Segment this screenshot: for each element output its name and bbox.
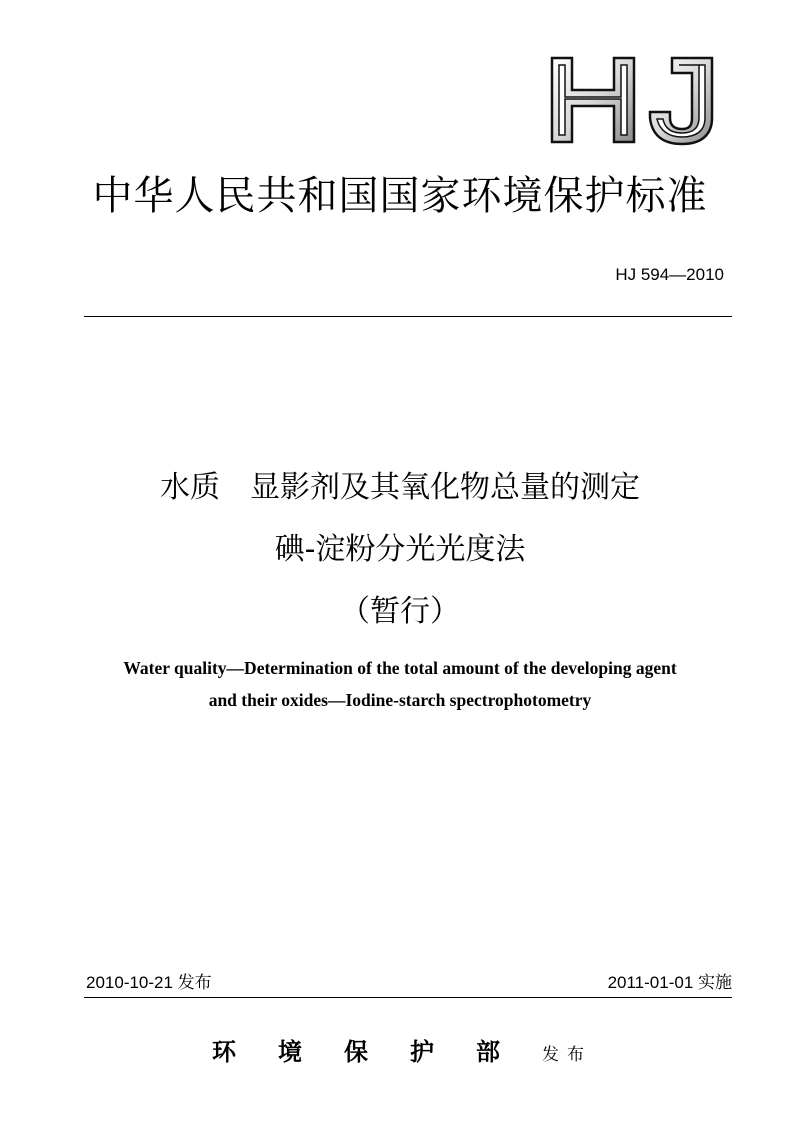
- issuer-line: [212, 1036, 592, 1071]
- top-divider: [84, 316, 732, 317]
- title-cn-line-3: （暂行）: [340, 594, 460, 629]
- hj-logo: [548, 56, 718, 148]
- title-en-line-1: Water quality—Determination of the total amount of the developing agent: [123, 658, 677, 678]
- bottom-divider: [84, 997, 732, 998]
- title-cn-line-2: 碘-淀粉分光光度法: [274, 532, 526, 567]
- issuer-name: 环境保护部: [212, 1038, 542, 1066]
- hj-logo-graphic: [548, 56, 718, 148]
- issue-date: 2010-10-21 发布: [86, 973, 212, 992]
- title-en-line-2: and their oxides—Iodine-starch spectrophotometry: [208, 690, 592, 710]
- standard-number: HJ 594—2010: [615, 265, 724, 284]
- title-cn-line-1: 水质 显影剂及其氧化物总量的测定: [160, 470, 640, 505]
- issuer-suffix: 发布: [542, 1045, 592, 1065]
- standard-category-title: 中华人民共和国国家环境保护标准: [92, 173, 708, 219]
- implementation-date: 2011-01-01 实施: [607, 973, 732, 992]
